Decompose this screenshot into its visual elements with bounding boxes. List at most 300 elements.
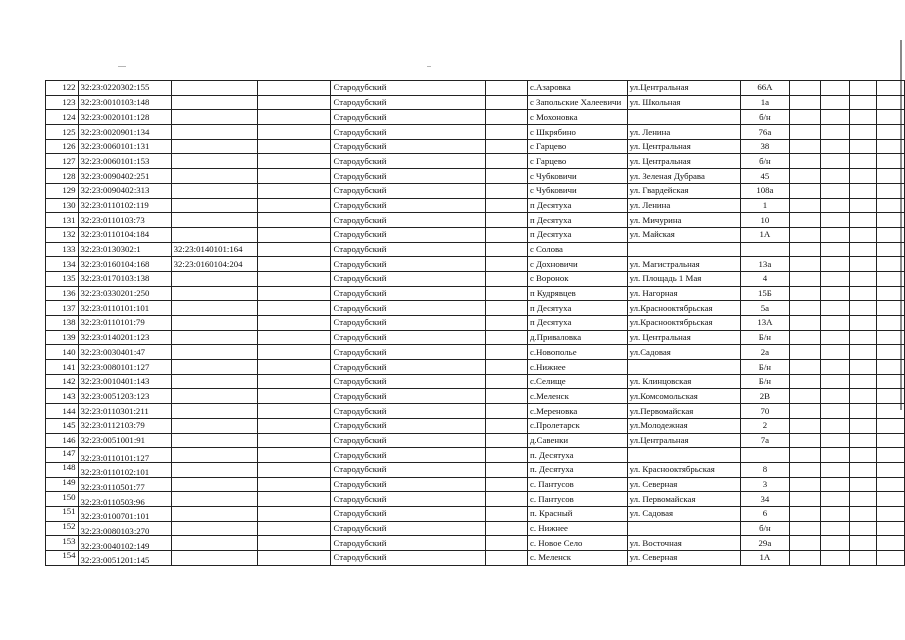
empty-cell bbox=[877, 286, 905, 301]
cadastral-number-2 bbox=[171, 389, 258, 404]
street-cell-text: ул. Магистральная bbox=[629, 258, 700, 269]
street-cell bbox=[627, 462, 741, 477]
street-cell-text: ул. Северная bbox=[629, 479, 678, 489]
house-number-cell bbox=[741, 301, 789, 316]
empty-cell bbox=[849, 81, 877, 96]
cadastral-number-2 bbox=[171, 154, 258, 169]
empty-cell bbox=[849, 374, 877, 389]
district-cell-text: Стародубский bbox=[333, 523, 387, 534]
row-number bbox=[46, 374, 79, 389]
empty-cell bbox=[789, 227, 820, 242]
empty-cell bbox=[485, 301, 527, 316]
locality-cell bbox=[527, 477, 627, 492]
street-cell-text: ул. Нагорная bbox=[629, 288, 678, 299]
empty-cell bbox=[849, 110, 877, 125]
empty-cell bbox=[485, 536, 527, 551]
district-cell bbox=[331, 389, 485, 404]
cadastral-number-2 bbox=[171, 183, 258, 198]
locality-cell-text: с.Новополье bbox=[529, 346, 577, 357]
empty-cell bbox=[258, 301, 331, 316]
house-number-cell bbox=[741, 257, 789, 272]
locality-cell bbox=[527, 521, 627, 536]
empty-cell bbox=[789, 551, 820, 566]
district-cell bbox=[331, 95, 485, 110]
locality-cell-text: с. Пантусов bbox=[529, 493, 574, 504]
street-cell bbox=[627, 448, 741, 463]
cadastral-number-2 bbox=[171, 301, 258, 316]
street-cell bbox=[627, 286, 741, 301]
table-row bbox=[46, 492, 905, 507]
cadastral-number-text: 32:23:0140201:123 bbox=[80, 332, 150, 343]
empty-cell bbox=[789, 110, 820, 125]
row-number bbox=[46, 169, 79, 184]
empty-cell bbox=[820, 404, 849, 419]
district-cell-text: Стародубский bbox=[333, 258, 387, 269]
empty-cell bbox=[258, 227, 331, 242]
street-cell bbox=[627, 389, 741, 404]
cadastral-number bbox=[78, 433, 171, 448]
table-row bbox=[46, 154, 905, 169]
empty-cell bbox=[849, 125, 877, 140]
empty-cell bbox=[789, 139, 820, 154]
house-number-cell bbox=[741, 389, 789, 404]
empty-cell bbox=[820, 95, 849, 110]
house-number-cell-text: 108а bbox=[756, 185, 774, 196]
locality-cell bbox=[527, 404, 627, 419]
empty-cell bbox=[877, 506, 905, 521]
row-number bbox=[46, 506, 79, 521]
street-cell bbox=[627, 154, 741, 169]
cadastral-number-2 bbox=[171, 169, 258, 184]
row-number bbox=[46, 139, 79, 154]
district-cell-text: Стародубский bbox=[333, 332, 387, 343]
locality-cell-text: с Гарцево bbox=[529, 155, 567, 166]
empty-cell bbox=[258, 448, 331, 463]
empty-cell bbox=[258, 95, 331, 110]
row-number-text: 134 bbox=[62, 258, 76, 269]
empty-cell bbox=[258, 492, 331, 507]
house-number-cell-text: 1 bbox=[762, 199, 768, 210]
cadastral-number-2 bbox=[171, 271, 258, 286]
cadastral-number-2 bbox=[171, 213, 258, 228]
cadastral-number bbox=[78, 374, 171, 389]
cadastral-number-text: 32:23:0112103:79 bbox=[80, 420, 145, 431]
cadastral-number-2 bbox=[171, 448, 258, 463]
empty-cell bbox=[877, 110, 905, 125]
empty-cell bbox=[485, 389, 527, 404]
empty-cell bbox=[258, 506, 331, 521]
empty-cell bbox=[877, 492, 905, 507]
empty-cell bbox=[258, 198, 331, 213]
empty-cell bbox=[789, 492, 820, 507]
table-row bbox=[46, 433, 905, 448]
cadastral-number bbox=[78, 462, 171, 477]
empty-cell bbox=[258, 360, 331, 375]
street-cell-text: ул.Центральная bbox=[629, 434, 689, 445]
empty-cell bbox=[258, 404, 331, 419]
locality-cell bbox=[527, 462, 627, 477]
house-number-cell-text: 1а bbox=[760, 97, 770, 108]
table-row bbox=[46, 183, 905, 198]
empty-cell bbox=[789, 521, 820, 536]
row-number-text: 122 bbox=[62, 82, 76, 93]
row-number-text: 139 bbox=[62, 332, 76, 343]
empty-cell bbox=[485, 462, 527, 477]
cadastral-number bbox=[78, 242, 171, 257]
empty-cell bbox=[789, 506, 820, 521]
cadastral-number bbox=[78, 125, 171, 140]
row-number bbox=[46, 257, 79, 272]
street-cell bbox=[627, 227, 741, 242]
cadastral-number-text: 32:23:0170103:138 bbox=[80, 273, 150, 284]
locality-cell bbox=[527, 301, 627, 316]
locality-cell bbox=[527, 286, 627, 301]
empty-cell bbox=[258, 477, 331, 492]
empty-cell bbox=[258, 433, 331, 448]
empty-cell bbox=[258, 183, 331, 198]
district-cell-text: Стародубский bbox=[333, 141, 387, 152]
empty-cell bbox=[258, 213, 331, 228]
cadastral-number-2 bbox=[171, 551, 258, 566]
district-cell bbox=[331, 433, 485, 448]
cadastral-number bbox=[78, 316, 171, 331]
district-cell bbox=[331, 448, 485, 463]
cadastral-number-text: 32:23:0110503:96 bbox=[80, 496, 145, 507]
empty-cell bbox=[789, 418, 820, 433]
empty-cell bbox=[789, 154, 820, 169]
row-number-text: 142 bbox=[62, 376, 76, 387]
cadastral-number-2 bbox=[171, 345, 258, 360]
house-number-cell-text: 76а bbox=[758, 126, 772, 137]
house-number-cell-text: 13а bbox=[758, 258, 772, 269]
house-number-cell bbox=[741, 271, 789, 286]
row-number bbox=[46, 551, 79, 566]
cadastral-number-text: 32:23:0110102:101 bbox=[80, 467, 150, 478]
row-number-text: 141 bbox=[62, 361, 76, 372]
locality-cell-text: д.Савенки bbox=[529, 434, 569, 445]
street-cell-text: ул. Северная bbox=[629, 552, 678, 563]
empty-cell bbox=[789, 345, 820, 360]
street-cell-text: ул.Комсомольская bbox=[629, 390, 698, 401]
empty-cell bbox=[485, 169, 527, 184]
empty-cell bbox=[485, 374, 527, 389]
cadastral-number-text: 32:23:0110301:211 bbox=[80, 405, 149, 416]
row-number bbox=[46, 301, 79, 316]
table-row bbox=[46, 227, 905, 242]
district-cell-text: Стародубский bbox=[333, 361, 387, 372]
district-cell bbox=[331, 360, 485, 375]
district-cell-text: Стародубский bbox=[333, 449, 387, 460]
row-number-text: 131 bbox=[62, 214, 76, 225]
table-row bbox=[46, 95, 905, 110]
house-number-cell-text: б/н bbox=[759, 155, 771, 166]
empty-cell bbox=[820, 374, 849, 389]
empty-cell bbox=[820, 345, 849, 360]
table-row bbox=[46, 506, 905, 521]
locality-cell bbox=[527, 551, 627, 566]
house-number-cell bbox=[741, 154, 789, 169]
house-number-cell-text: 8 bbox=[762, 464, 768, 475]
cadastral-number bbox=[78, 301, 171, 316]
empty-cell bbox=[820, 433, 849, 448]
cadastral-number-2 bbox=[171, 198, 258, 213]
empty-cell bbox=[485, 521, 527, 536]
empty-cell bbox=[820, 139, 849, 154]
empty-cell bbox=[820, 271, 849, 286]
district-cell-text: Стародубский bbox=[333, 111, 387, 122]
empty-cell bbox=[820, 316, 849, 331]
street-cell bbox=[627, 169, 741, 184]
locality-cell-text: с.Меленск bbox=[529, 390, 569, 401]
cadastral-number-text: 32:23:0130302:1 bbox=[80, 244, 141, 254]
street-cell bbox=[627, 213, 741, 228]
cadastral-number bbox=[78, 213, 171, 228]
row-number-text: 130 bbox=[62, 199, 76, 210]
row-number bbox=[46, 448, 79, 463]
row-number-text: 146 bbox=[62, 434, 76, 445]
cadastral-number-2 bbox=[171, 227, 258, 242]
table-row bbox=[46, 286, 905, 301]
district-cell bbox=[331, 418, 485, 433]
empty-cell bbox=[258, 374, 331, 389]
empty-cell bbox=[485, 418, 527, 433]
table-row bbox=[46, 198, 905, 213]
cadastral-number-2 bbox=[171, 360, 258, 375]
cadastral-number bbox=[78, 360, 171, 375]
street-cell-text: ул. Площадь 1 Мая bbox=[629, 273, 702, 284]
house-number-cell-text: 2а bbox=[760, 346, 770, 357]
district-cell-text: Стародубский bbox=[333, 376, 387, 387]
locality-cell bbox=[527, 536, 627, 551]
empty-cell bbox=[877, 125, 905, 140]
street-cell bbox=[627, 477, 741, 492]
district-cell bbox=[331, 374, 485, 389]
empty-cell bbox=[877, 477, 905, 492]
empty-cell bbox=[849, 242, 877, 257]
house-number-cell bbox=[741, 477, 789, 492]
locality-cell-text: п. Десятуха bbox=[529, 449, 574, 460]
empty-cell bbox=[789, 242, 820, 257]
row-number-text: 124 bbox=[62, 111, 76, 122]
cadastral-number bbox=[78, 506, 171, 521]
empty-cell bbox=[789, 433, 820, 448]
locality-cell-text: д.Приваловка bbox=[529, 332, 582, 343]
empty-cell bbox=[877, 345, 905, 360]
empty-cell bbox=[820, 462, 849, 477]
house-number-cell bbox=[741, 360, 789, 375]
empty-cell bbox=[820, 477, 849, 492]
empty-cell bbox=[258, 345, 331, 360]
street-cell bbox=[627, 506, 741, 521]
empty-cell bbox=[849, 360, 877, 375]
locality-cell-text: с.Азаровка bbox=[529, 82, 571, 93]
cadastral-number-text: 32:23:0110501:77 bbox=[80, 482, 145, 492]
district-cell bbox=[331, 227, 485, 242]
row-number-text: 123 bbox=[62, 97, 76, 108]
empty-cell bbox=[789, 404, 820, 419]
table-row bbox=[46, 242, 905, 257]
house-number-cell bbox=[741, 198, 789, 213]
street-cell bbox=[627, 551, 741, 566]
house-number-cell-text: 7а bbox=[760, 434, 770, 445]
row-number-text: 154 bbox=[62, 550, 76, 561]
district-cell bbox=[331, 213, 485, 228]
cadastral-number-2 bbox=[171, 125, 258, 140]
row-number-text: 136 bbox=[62, 288, 76, 299]
empty-cell bbox=[485, 198, 527, 213]
street-cell-text: ул. Майская bbox=[629, 229, 675, 240]
empty-cell bbox=[258, 271, 331, 286]
street-cell-text: ул.Молодежная bbox=[629, 420, 688, 431]
empty-cell bbox=[820, 213, 849, 228]
cadastral-number-text: 32:23:0110102:119 bbox=[80, 199, 149, 210]
row-number bbox=[46, 462, 79, 477]
row-number bbox=[46, 404, 79, 419]
row-number bbox=[46, 492, 79, 507]
empty-cell bbox=[820, 330, 849, 345]
cadastral-number-2 bbox=[171, 81, 258, 96]
locality-cell bbox=[527, 227, 627, 242]
empty-cell bbox=[849, 462, 877, 477]
district-cell bbox=[331, 125, 485, 140]
empty-cell bbox=[258, 125, 331, 140]
empty-cell bbox=[789, 316, 820, 331]
empty-cell bbox=[849, 183, 877, 198]
district-cell bbox=[331, 536, 485, 551]
street-cell-text: ул. Садовая bbox=[629, 508, 674, 519]
empty-cell bbox=[485, 81, 527, 96]
empty-cell bbox=[820, 506, 849, 521]
locality-cell-text: с. Нижнее bbox=[529, 523, 568, 534]
row-number-text: 126 bbox=[62, 141, 76, 152]
row-number bbox=[46, 286, 79, 301]
row-number-text: 125 bbox=[62, 126, 76, 137]
empty-cell bbox=[849, 448, 877, 463]
district-cell-text: Стародубский bbox=[333, 420, 387, 431]
row-number-text: 132 bbox=[62, 229, 76, 240]
street-cell bbox=[627, 536, 741, 551]
locality-cell bbox=[527, 198, 627, 213]
house-number-cell bbox=[741, 316, 789, 331]
house-number-cell bbox=[741, 139, 789, 154]
empty-cell bbox=[789, 477, 820, 492]
table-row bbox=[46, 551, 905, 566]
row-number-text: 128 bbox=[62, 170, 76, 181]
street-cell bbox=[627, 271, 741, 286]
locality-cell-text: с Чубковичи bbox=[529, 170, 577, 181]
locality-cell bbox=[527, 139, 627, 154]
empty-cell bbox=[258, 536, 331, 551]
locality-cell-text: п Десятуха bbox=[529, 302, 572, 313]
locality-cell bbox=[527, 374, 627, 389]
house-number-cell-text: 1А bbox=[759, 229, 771, 240]
empty-cell bbox=[485, 551, 527, 566]
empty-cell bbox=[849, 345, 877, 360]
house-number-cell-text: 45 bbox=[760, 170, 770, 181]
district-cell-text: Стародубский bbox=[333, 317, 387, 328]
street-cell bbox=[627, 330, 741, 345]
locality-cell bbox=[527, 330, 627, 345]
table-row bbox=[46, 110, 905, 125]
table-row bbox=[46, 81, 905, 96]
street-cell-text: ул. Центральная bbox=[629, 141, 691, 152]
locality-cell bbox=[527, 433, 627, 448]
empty-cell bbox=[849, 521, 877, 536]
table-row bbox=[46, 213, 905, 228]
street-cell bbox=[627, 257, 741, 272]
empty-cell bbox=[485, 271, 527, 286]
house-number-cell bbox=[741, 81, 789, 96]
empty-cell bbox=[820, 448, 849, 463]
cadastral-number bbox=[78, 404, 171, 419]
cadastral-number bbox=[78, 521, 171, 536]
street-cell-text: ул. Ленина bbox=[629, 126, 671, 137]
empty-cell bbox=[877, 213, 905, 228]
empty-cell bbox=[877, 389, 905, 404]
empty-cell bbox=[485, 257, 527, 272]
house-number-cell-text: 10 bbox=[760, 214, 770, 225]
locality-cell-text: с Дохновичи bbox=[529, 258, 578, 269]
house-number-cell bbox=[741, 521, 789, 536]
house-number-cell bbox=[741, 125, 789, 140]
empty-cell bbox=[849, 506, 877, 521]
street-cell-text: ул.Краснооктябрьская bbox=[629, 302, 713, 313]
street-cell bbox=[627, 374, 741, 389]
empty-cell bbox=[485, 139, 527, 154]
empty-cell bbox=[485, 404, 527, 419]
empty-cell bbox=[485, 433, 527, 448]
empty-cell bbox=[849, 301, 877, 316]
row-number-text: 133 bbox=[62, 244, 76, 254]
locality-cell bbox=[527, 257, 627, 272]
empty-cell bbox=[820, 183, 849, 198]
locality-cell bbox=[527, 418, 627, 433]
district-cell bbox=[331, 521, 485, 536]
empty-cell bbox=[849, 433, 877, 448]
street-cell bbox=[627, 345, 741, 360]
district-cell-text: Стародубский bbox=[333, 126, 387, 137]
district-cell-text: Стародубский bbox=[333, 229, 387, 240]
house-number-cell-text: 5а bbox=[760, 302, 770, 313]
cadastral-number-2-text: 32:23:0160104:204 bbox=[173, 258, 243, 269]
empty-cell bbox=[877, 360, 905, 375]
table-row bbox=[46, 257, 905, 272]
cadastral-number-2 bbox=[171, 404, 258, 419]
locality-cell-text: п Десятуха bbox=[529, 199, 572, 210]
empty-cell bbox=[789, 360, 820, 375]
street-cell bbox=[627, 433, 741, 448]
locality-cell-text: с Запольские Халеевичи bbox=[529, 97, 622, 108]
district-cell-text: Стародубский bbox=[333, 82, 387, 93]
district-cell-text: Стародубский bbox=[333, 537, 387, 548]
cadastral-number-2 bbox=[171, 286, 258, 301]
cadastral-number bbox=[78, 154, 171, 169]
empty-cell bbox=[820, 198, 849, 213]
street-cell-text: ул. Краснооктябрьская bbox=[629, 464, 715, 475]
row-number-text: 145 bbox=[62, 420, 76, 431]
empty-cell bbox=[789, 462, 820, 477]
district-cell-text: Стародубский bbox=[333, 199, 387, 210]
row-number bbox=[46, 418, 79, 433]
empty-cell bbox=[820, 286, 849, 301]
empty-cell bbox=[877, 536, 905, 551]
empty-cell bbox=[877, 462, 905, 477]
district-cell bbox=[331, 198, 485, 213]
street-cell bbox=[627, 81, 741, 96]
house-number-cell-text: Б/н bbox=[758, 332, 771, 343]
empty-cell bbox=[485, 110, 527, 125]
cadastral-number bbox=[78, 418, 171, 433]
